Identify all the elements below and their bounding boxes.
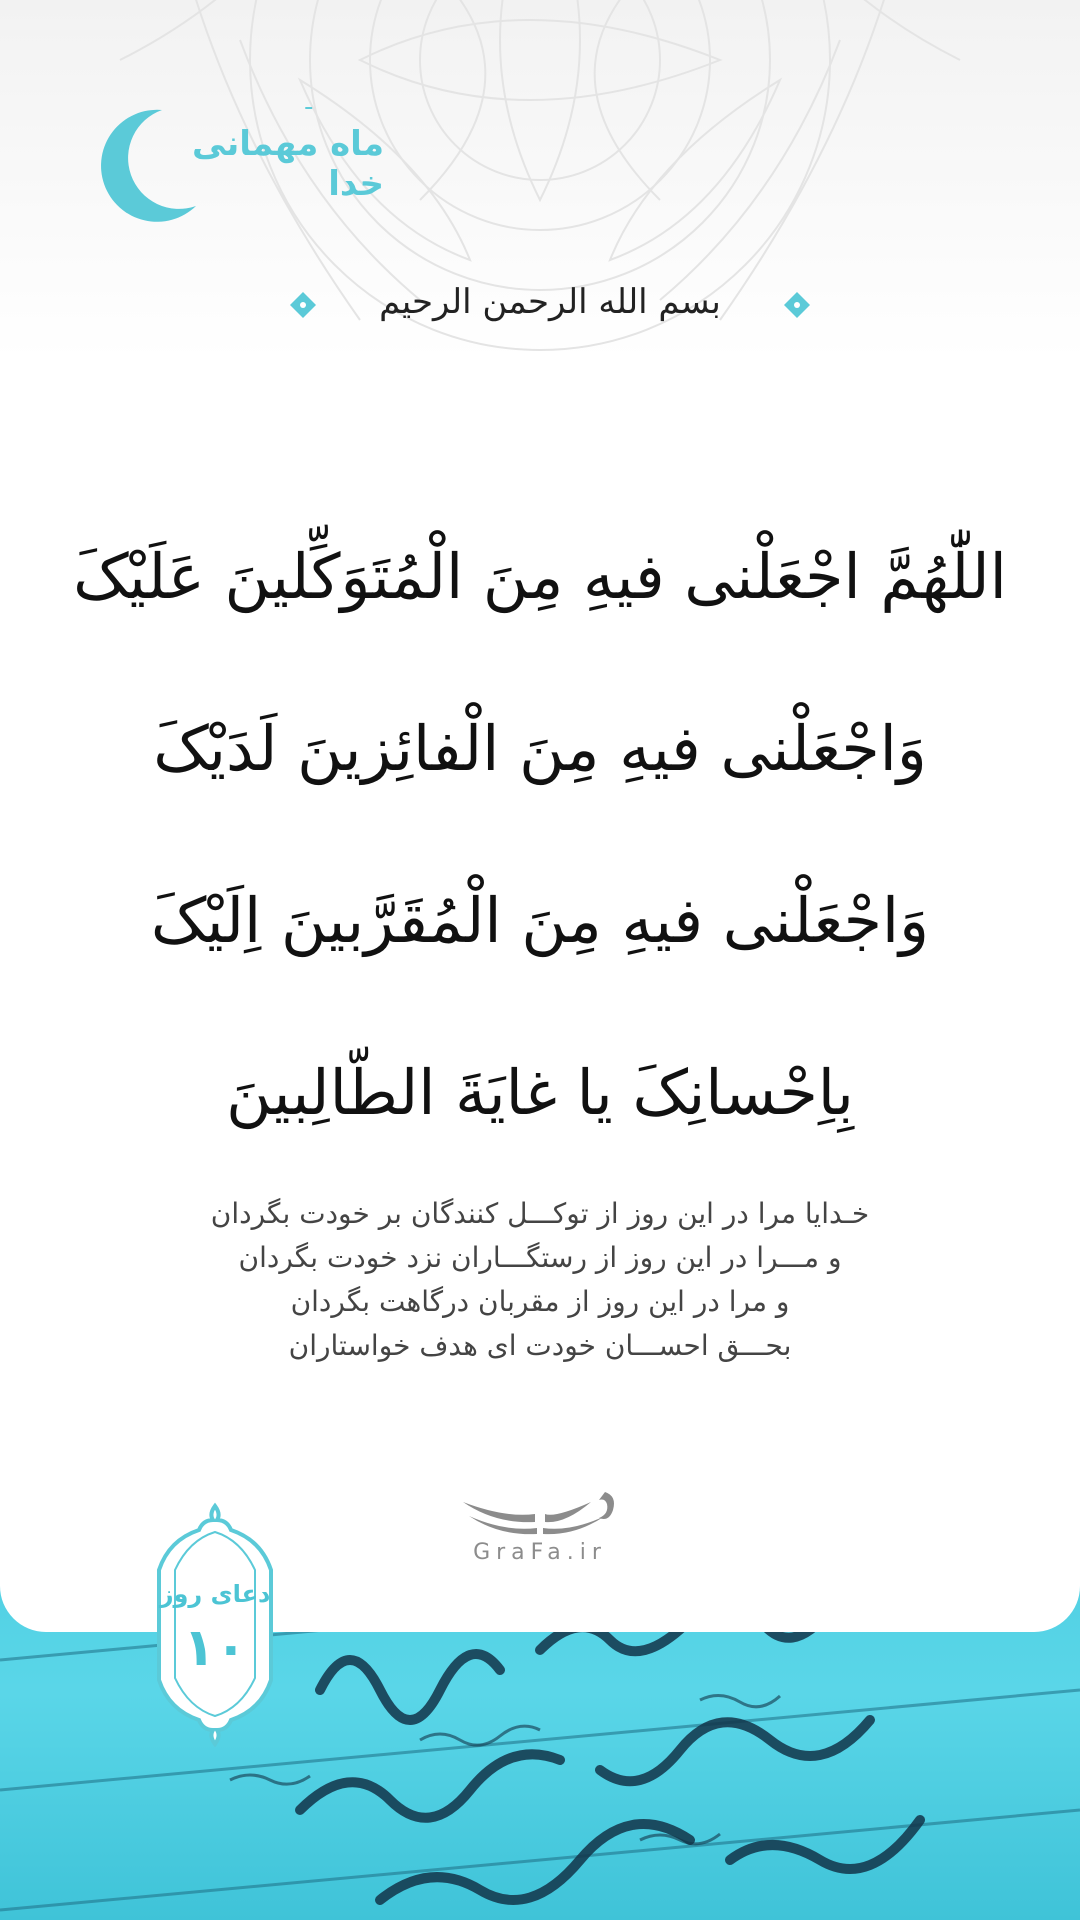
translation-line-3: و مرا در این روز از مقربان درگاهت بگردان <box>290 1285 790 1318</box>
brand-name-superscript: ـ <box>305 90 312 115</box>
diamond-ornament-icon <box>782 290 812 320</box>
translation-line-1: خـدایا مرا در این روز از توکـــل کنندگان بر خودت بگردان <box>210 1197 870 1230</box>
day-badge <box>150 1500 280 1760</box>
basmala-header <box>280 272 820 342</box>
badge-number: ۱۰ <box>183 1618 247 1678</box>
brand-name: ماه مهمانی خدا <box>192 124 384 204</box>
arabic-prayer <box>73 490 1007 1178</box>
translation-line-4: بحـــق احســـان خودت ای هدف خواستاران <box>288 1329 792 1362</box>
persian-translation <box>140 1192 940 1368</box>
prayer-line-1: اللّٰهُمَّ اجْعَلْنی فیهِ مِنَ الْمُتَوَکِّلینَ عَلَیْکَ <box>73 539 1007 613</box>
badge-label: دعای روز <box>159 1580 271 1608</box>
prayer-line-4: بِاِحْسانِکَ یا غایَةَ الطّالِبینَ <box>226 1055 854 1129</box>
grafa-wings-logo-icon <box>455 1488 625 1544</box>
basmala-text: بسم الله الرحمن الرحیم <box>379 282 721 322</box>
translation-line-2: و مـــرا در این روز از رستگـــاران نزد خودت بگردان <box>238 1241 842 1274</box>
prayer-line-3: وَاجْعَلْنی فیهِ مِنَ الْمُقَرَّبینَ اِلَیْکَ <box>150 883 930 957</box>
brand-logo <box>92 90 384 226</box>
grafa-text: GraFa.ir <box>473 1540 607 1565</box>
prayer-line-2: وَاجْعَلْنی فیهِ مِنَ الْفائِزینَ لَدَیْکَ <box>153 711 927 785</box>
diamond-ornament-icon <box>288 290 318 320</box>
grafa-watermark <box>455 1488 625 1578</box>
